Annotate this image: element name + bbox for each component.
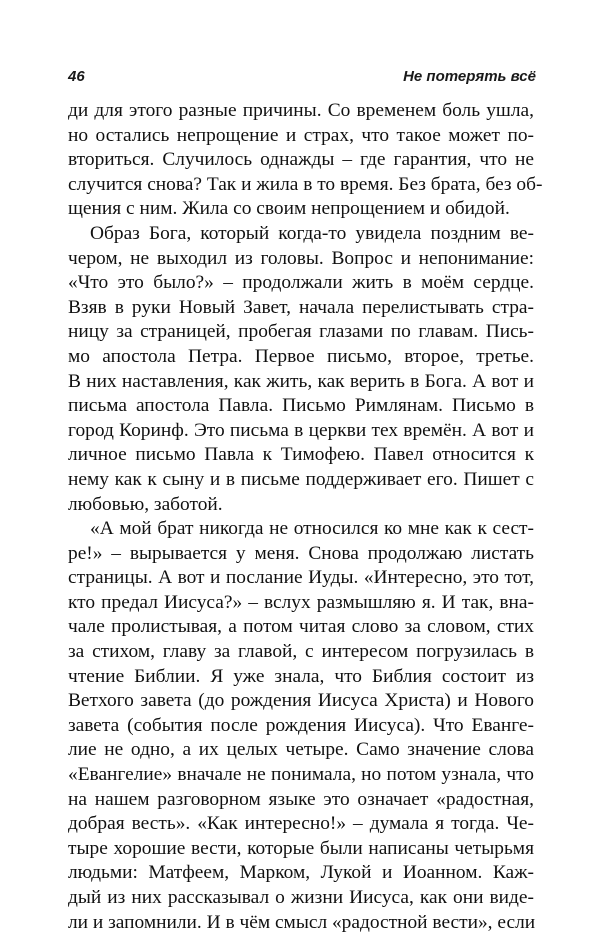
text-line: лие не одно, а их целых четыре. Само значение слова <box>68 739 534 761</box>
text-line: завета (события после рождения Иисуса). Что Еванге- <box>68 714 534 736</box>
text-line: В них наставления, как жить, как верить в Бога. А вот и <box>68 370 534 392</box>
text-line: любовью, заботой. <box>68 493 223 515</box>
text-line: ре!» – вырывается у меня. Снова продолжаю листать <box>68 542 534 564</box>
text-line: Взяв в руки Новый Завет, начала перелистывать стра- <box>68 296 534 318</box>
text-line: на нашем разговорном языке это означает «радостная, <box>68 788 534 810</box>
text-line: дый из них рассказывал о жизни Иисуса, как они виде- <box>68 887 534 908</box>
text-line: письма апостола Павла. Письмо Римлянам. Письмо в <box>68 395 534 417</box>
text-line: щения с ним. Жила со своим непрощением и обидой. <box>68 198 510 220</box>
text-line: чером, не выходил из головы. Вопрос и непонимание: <box>68 247 534 269</box>
text-line: Ветхого завета (до рождения Иисуса Христа) и Нового <box>68 690 534 712</box>
page-header <box>68 68 536 90</box>
text-line: ди для этого разные причины. Со временем боль ушла, <box>68 100 534 121</box>
text-line: но остались непрощение и страх, что такое может по- <box>68 124 534 146</box>
text-line: случится снова? Так и жила в то время. Без брата, без об- <box>68 173 543 195</box>
text-line: людьми: Матфеем, Марком, Лукой и Иоанном. Каж- <box>68 862 534 884</box>
text-line: за стихом, главу за главой, с интересом погрузилась в <box>68 641 534 663</box>
text-line: ницу за страницей, пробегая глазами по главам. Пись- <box>68 321 534 343</box>
text-line: кто предал Иисуса?» – вслух размышляю я. И так, вна- <box>68 591 534 613</box>
text-line: чтение Библии. Я уже знала, что Библия состоит из <box>68 665 534 687</box>
page-number: 46 <box>68 68 85 85</box>
text-line: город Коринф. Это письма в церкви тех времён. А вот и <box>68 419 534 441</box>
text-line: добрая весть». «Как интересно!» – думала я тогда. Че- <box>68 813 534 835</box>
running-title: Не потерять всё <box>403 68 536 85</box>
text-line: страницы. А вот и послание Иуды. «Интересно, это тот, <box>68 567 534 589</box>
text-line: «Что это было?» – продолжали жить в моём сердце. <box>68 272 534 294</box>
text-line: «Евангелие» вначале не понимала, но потом узнала, что <box>68 764 534 786</box>
text-line: тыре хорошие вести, которые были написаны четырьмя <box>68 837 534 859</box>
text-line: ли и запомнили. И в чём смысл «радостной вести», если <box>68 911 536 933</box>
text-line: вториться. Случилось однажды – где гарантия, что не <box>68 149 534 171</box>
body-text <box>68 99 543 935</box>
text-line: мо апостола Петра. Первое письмо, второе, третье. <box>68 345 534 367</box>
paragraph-first-line: «А мой брат никогда не относился ко мне как к сест- <box>90 518 534 540</box>
text-line: чале пролистывая, а потом читая слово за словом, стих <box>68 616 534 638</box>
text-line: личное письмо Павла к Тимофею. Павел относится к <box>68 444 534 466</box>
text-line: нему как к сыну и в письме поддерживает его. Пишет с <box>68 468 534 490</box>
paragraph-first-line: Образ Бога, который когда-то увидела поздним ве- <box>90 222 534 244</box>
